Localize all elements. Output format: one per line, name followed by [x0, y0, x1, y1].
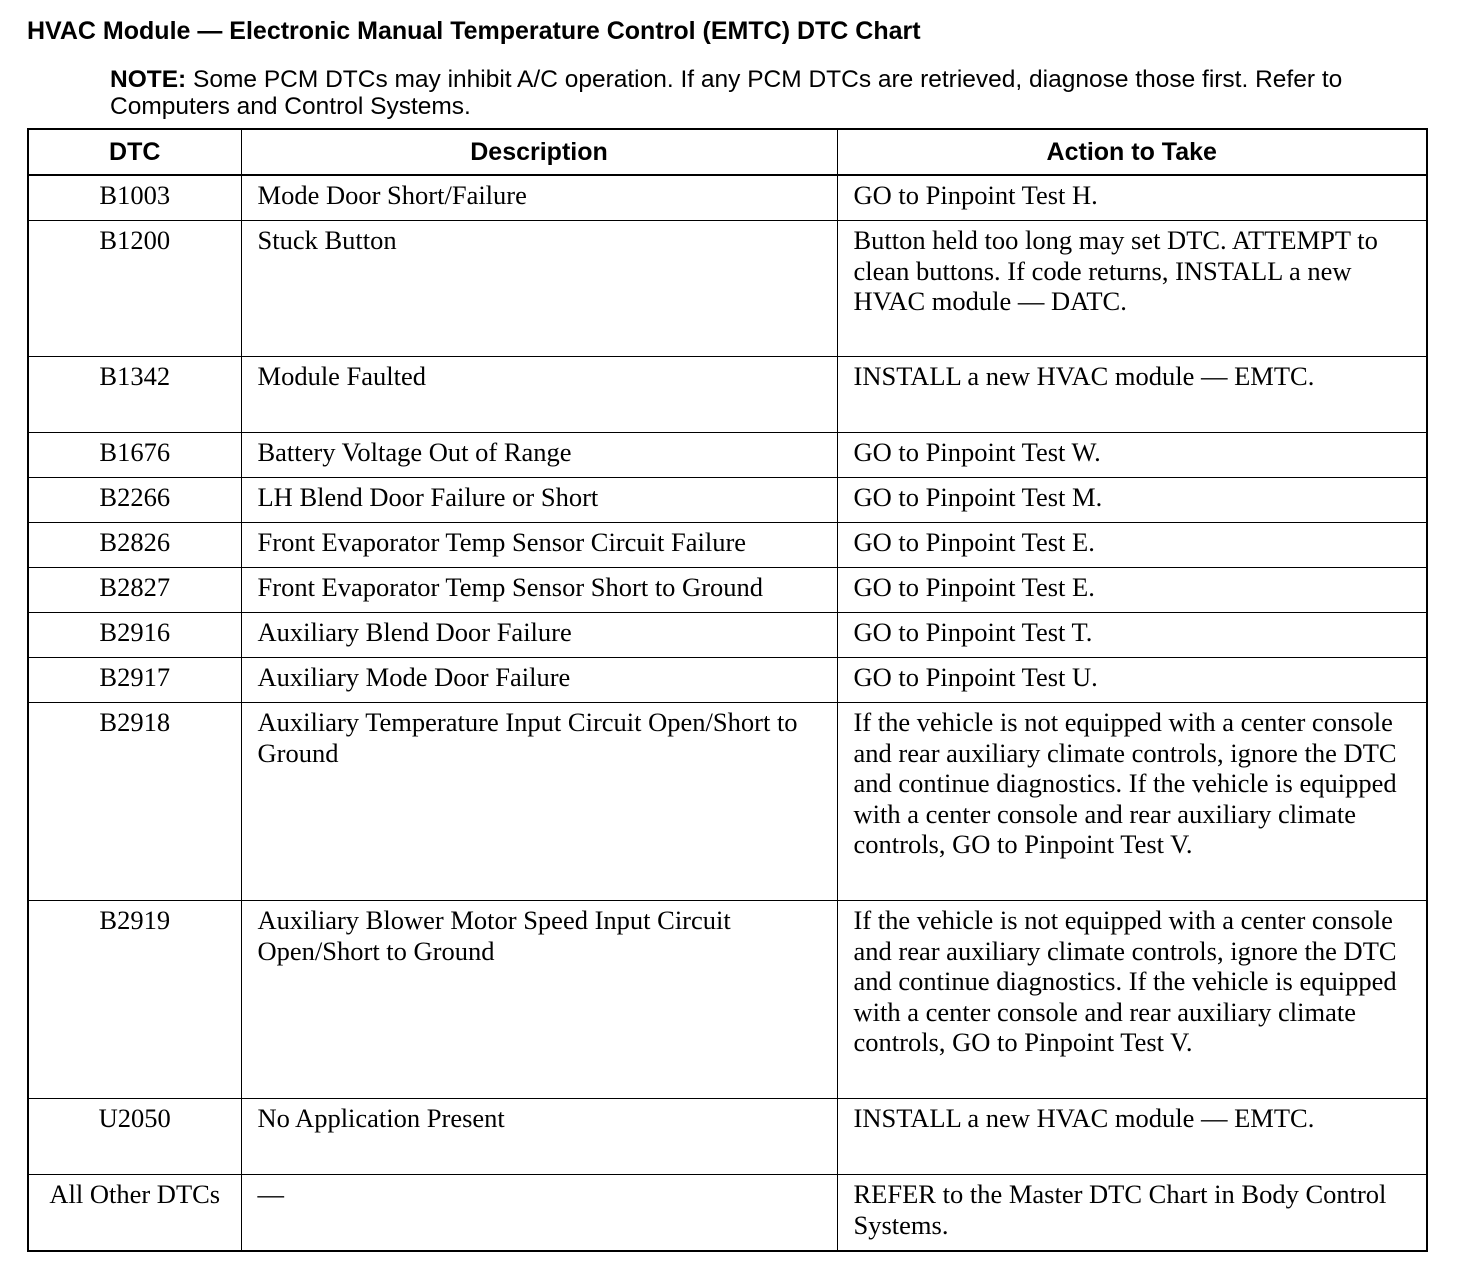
table-header-row [28, 129, 1427, 175]
table-row [28, 1099, 1427, 1175]
table-row [28, 1175, 1427, 1252]
note-paragraph [110, 66, 1350, 120]
dtc-description: Module Faulted [241, 357, 837, 433]
dtc-description: Auxiliary Blower Motor Speed Input Circuit Open/Short to Ground [241, 901, 837, 1099]
table-row [28, 613, 1427, 658]
table-row [28, 357, 1427, 433]
table-row [28, 523, 1427, 568]
dtc-action: REFER to the Master DTC Chart in Body Control Systems. [837, 1175, 1427, 1252]
dtc-chart-table [27, 128, 1428, 1252]
table-row [28, 478, 1427, 523]
dtc-description: LH Blend Door Failure or Short [241, 478, 837, 523]
dtc-action: INSTALL a new HVAC module — EMTC. [837, 1099, 1427, 1175]
dtc-action: GO to Pinpoint Test T. [837, 613, 1427, 658]
table-row [28, 901, 1427, 1099]
dtc-code: B1003 [28, 175, 241, 221]
header-dtc: DTC [28, 129, 241, 175]
note-label: NOTE: [110, 66, 187, 93]
dtc-code: B1676 [28, 433, 241, 478]
dtc-action: INSTALL a new HVAC module — EMTC. [837, 357, 1427, 433]
dtc-action: Button held too long may set DTC. ATTEMPT to clean buttons. If code returns, INSTALL a new HVAC module — DATC. [837, 221, 1427, 357]
dtc-action: If the vehicle is not equipped with a center console and rear auxiliary climate controls, ignore the DTC and continue diagnostics. If the vehicle is equipped with a center console and rear auxiliary climate controls, GO to Pinpoint Test V. [837, 703, 1427, 901]
dtc-description: Auxiliary Mode Door Failure [241, 658, 837, 703]
table-row [28, 658, 1427, 703]
header-description: Description [241, 129, 837, 175]
dtc-description: Front Evaporator Temp Sensor Short to Ground [241, 568, 837, 613]
dtc-action: GO to Pinpoint Test E. [837, 568, 1427, 613]
dtc-code: B2266 [28, 478, 241, 523]
dtc-code: B1342 [28, 357, 241, 433]
dtc-description: — [241, 1175, 837, 1252]
dtc-action: GO to Pinpoint Test U. [837, 658, 1427, 703]
dtc-action: If the vehicle is not equipped with a center console and rear auxiliary climate controls, ignore the DTC and continue diagnostics. If the vehicle is equipped with a center console and rear auxiliary climate controls, GO to Pinpoint Test V. [837, 901, 1427, 1099]
dtc-code: B2827 [28, 568, 241, 613]
dtc-code: B2918 [28, 703, 241, 901]
table-row [28, 568, 1427, 613]
table-row [28, 221, 1427, 357]
dtc-description: Stuck Button [241, 221, 837, 357]
dtc-description: Front Evaporator Temp Sensor Circuit Failure [241, 523, 837, 568]
dtc-code: B2917 [28, 658, 241, 703]
note-text: Some PCM DTCs may inhibit A/C operation. If any PCM DTCs are retrieved, diagnose those first. Refer to Computers and Control Systems. [110, 66, 1343, 120]
dtc-code: B1200 [28, 221, 241, 357]
dtc-code: U2050 [28, 1099, 241, 1175]
dtc-action: GO to Pinpoint Test W. [837, 433, 1427, 478]
dtc-code: B2919 [28, 901, 241, 1099]
dtc-code: B2916 [28, 613, 241, 658]
table-row [28, 703, 1427, 901]
table-row [28, 433, 1427, 478]
dtc-action: GO to Pinpoint Test M. [837, 478, 1427, 523]
dtc-description: Auxiliary Temperature Input Circuit Open/Short to Ground [241, 703, 837, 901]
dtc-description: Battery Voltage Out of Range [241, 433, 837, 478]
dtc-action: GO to Pinpoint Test H. [837, 175, 1427, 221]
dtc-description: Mode Door Short/Failure [241, 175, 837, 221]
page-title: HVAC Module — Electronic Manual Temperature Control (EMTC) DTC Chart [27, 17, 921, 45]
dtc-code: All Other DTCs [28, 1175, 241, 1252]
dtc-action: GO to Pinpoint Test E. [837, 523, 1427, 568]
header-action: Action to Take [837, 129, 1427, 175]
dtc-description: Auxiliary Blend Door Failure [241, 613, 837, 658]
dtc-code: B2826 [28, 523, 241, 568]
dtc-description: No Application Present [241, 1099, 837, 1175]
table-row [28, 175, 1427, 221]
